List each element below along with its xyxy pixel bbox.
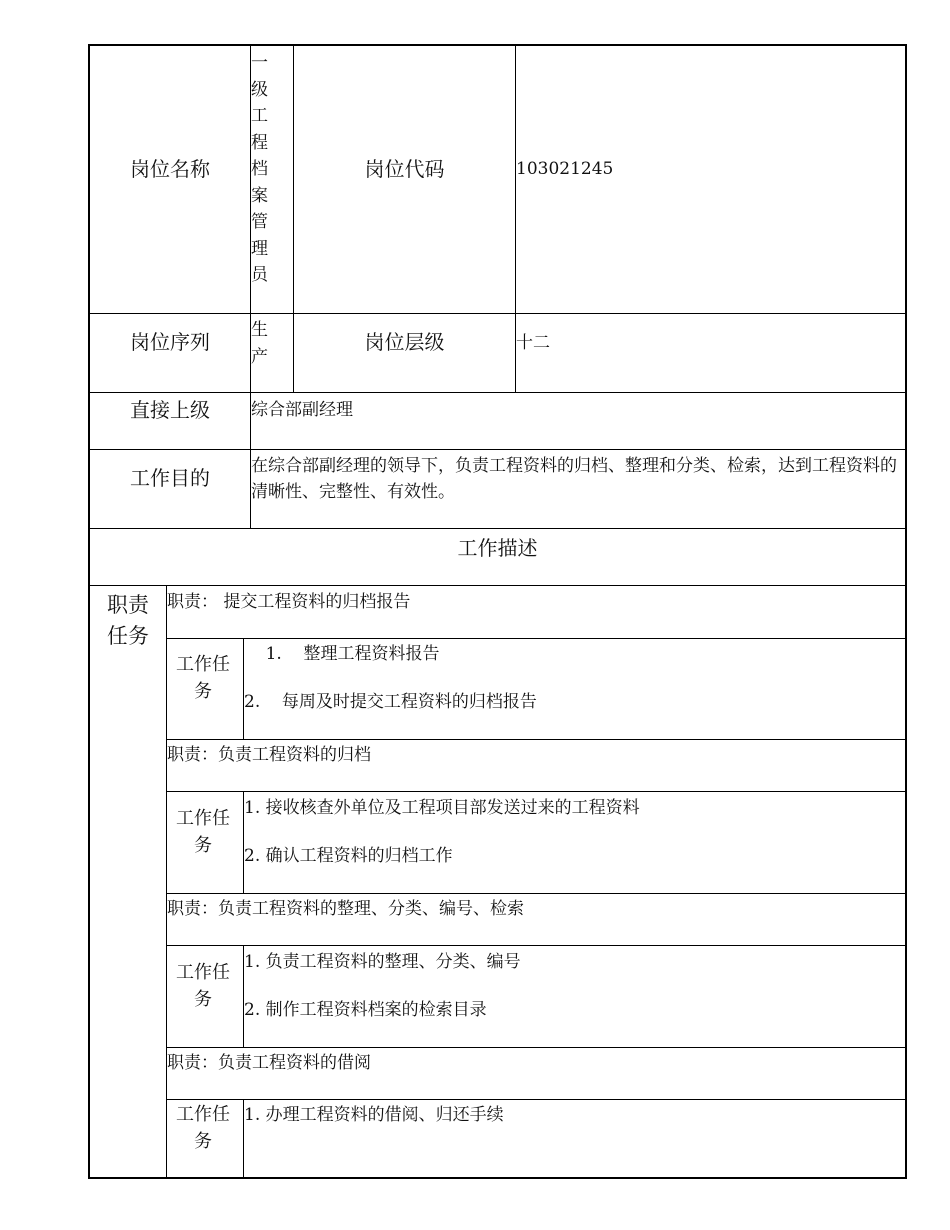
col-divider (166, 585, 167, 1179)
duty-title: 职责：负责工程资料的归档 (167, 745, 371, 765)
task-label: 工作任务 (176, 962, 230, 1010)
post-name-label: 岗位名称 (130, 157, 210, 181)
task-item: 1. 办理工程资料的借阅、归还手续 (244, 1105, 504, 1125)
row-divider (166, 638, 907, 639)
post-level-label: 岗位层级 (364, 330, 445, 354)
task-item: 2. 确认工程资料的归档工作 (244, 846, 453, 866)
row-divider (88, 449, 907, 450)
row-divider (166, 893, 907, 894)
row-divider (166, 791, 907, 792)
duty-title: 职责：负责工程资料的借阅 (167, 1053, 371, 1073)
row-divider (88, 585, 907, 586)
task-item: 2. 每周及时提交工程资料的归档报告 (244, 692, 537, 712)
post-name-value: 一级工程档案管理员 (251, 53, 268, 285)
row-divider (88, 528, 907, 529)
purpose-value: 在综合部副经理的领导下，负责工程资料的归档、整理和分类、检索，达到工程资料的清晰性、完整性、有效性。 (251, 456, 897, 502)
row-divider (88, 392, 907, 393)
task-label: 工作任务 (176, 654, 230, 702)
task-label: 工作任务 (176, 1104, 230, 1152)
task-label: 工作任务 (176, 808, 230, 856)
row-divider (166, 945, 907, 946)
duty-title: 职责： 提交工程资料的归档报告 (167, 592, 411, 612)
task-item: 1. 接收核查外单位及工程项目部发送过来的工程资料 (244, 798, 640, 818)
duty-label: 职责任务 (107, 593, 149, 648)
description-title: 工作描述 (457, 536, 538, 560)
row-divider (166, 739, 907, 740)
post-code-value: 103021245 (516, 159, 614, 179)
row-divider (166, 1099, 907, 1100)
post-sequence-value: 生产 (251, 320, 268, 367)
row-divider (166, 1047, 907, 1048)
task-item: 1. 整理工程资料报告 (244, 644, 440, 664)
superior-label: 直接上级 (130, 398, 210, 422)
superior-value: 综合部副经理 (251, 400, 353, 420)
post-level-value: 十二 (516, 333, 550, 353)
task-item: 1. 负责工程资料的整理、分类、编号 (244, 952, 521, 972)
task-item: 2. 制作工程资料档案的检索目录 (244, 1000, 487, 1020)
duty-title: 职责：负责工程资料的整理、分类、编号、检索 (167, 899, 524, 919)
post-sequence-label: 岗位序列 (130, 330, 210, 354)
post-code-label: 岗位代码 (364, 157, 445, 181)
row-divider (88, 313, 907, 314)
purpose-label: 工作目的 (130, 466, 210, 490)
